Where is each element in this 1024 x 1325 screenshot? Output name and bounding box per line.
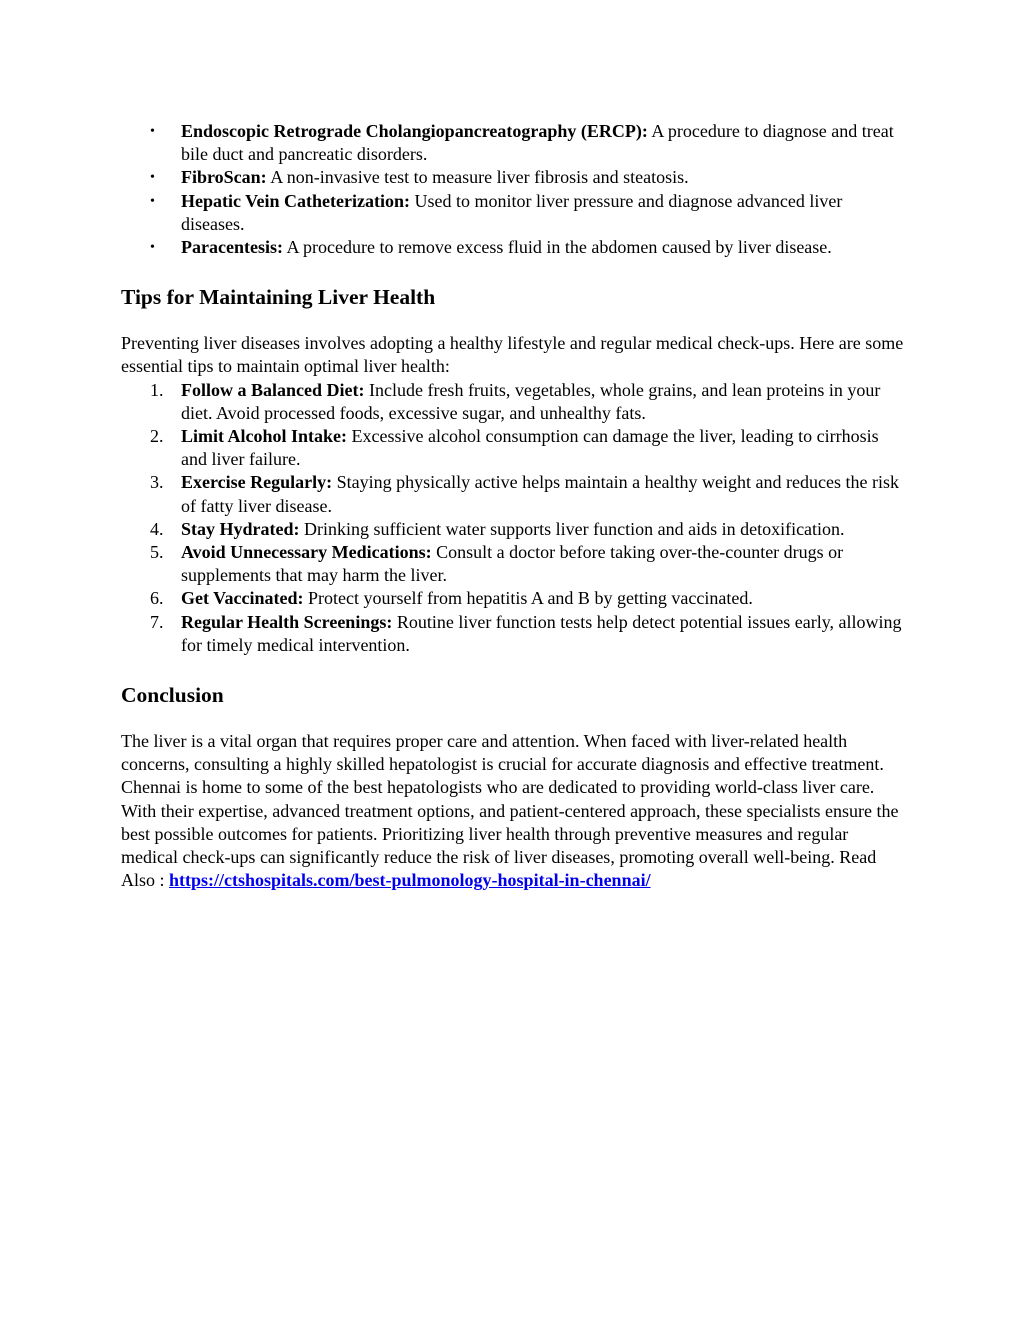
- list-number: 5.: [150, 542, 164, 563]
- list-item: [121, 425, 906, 471]
- list-item: [121, 190, 906, 236]
- procedure-term: Endoscopic Retrograde Cholangiopancreatography (ERCP):: [181, 121, 648, 141]
- tips-intro: Preventing liver diseases involves adopting a healthy lifestyle and regular medical check-ups. Here are some essential tips to maintain optimal liver health:: [121, 333, 904, 377]
- conclusion-paragraph: [121, 730, 906, 892]
- list-number: 7.: [150, 611, 164, 632]
- read-also-link[interactable]: https://ctshospitals.com/best-pulmonology-hospital-in-chennai/: [169, 870, 651, 891]
- tips-list: [121, 379, 906, 657]
- bullet-marker: •: [150, 124, 155, 139]
- list-item: [121, 471, 906, 517]
- procedure-desc: A procedure to diagnose and treat bile duct and pancreatic disorders.: [181, 121, 894, 165]
- list-number: 6.: [150, 588, 164, 609]
- tip-term: Get Vaccinated:: [181, 588, 304, 609]
- document-page: [121, 120, 906, 892]
- list-item: [121, 587, 906, 610]
- tip-desc: Consult a doctor before taking over-the-counter drugs or supplements that may harm the liver.: [181, 542, 844, 586]
- tip-desc: Protect yourself from hepatitis A and B by getting vaccinated.: [303, 588, 753, 609]
- tip-desc: Routine liver function tests help detect potential issues early, allowing for timely medical intervention.: [181, 611, 902, 655]
- tip-desc: Staying physically active helps maintain a healthy weight and reduces the risk of fatty liver disease.: [181, 472, 899, 516]
- procedure-desc: A non-invasive test to measure liver fibrosis and steatosis.: [266, 167, 689, 188]
- list-item: [121, 236, 906, 259]
- list-item: [121, 120, 906, 166]
- procedure-desc: Used to monitor liver pressure and diagnose advanced liver diseases.: [181, 190, 843, 234]
- procedure-term: FibroScan:: [181, 167, 267, 188]
- tip-term: Regular Health Screenings:: [181, 611, 393, 632]
- tip-term: Limit Alcohol Intake:: [181, 426, 348, 447]
- bullet-marker: •: [150, 170, 155, 186]
- list-number: 2.: [150, 426, 164, 447]
- procedure-term: Paracentesis:: [181, 237, 283, 258]
- list-number: 4.: [150, 518, 164, 539]
- tip-desc: Drinking sufficient water supports liver function and aids in detoxification.: [299, 518, 845, 539]
- list-item: [121, 379, 906, 425]
- procedure-desc: A procedure to remove excess fluid in the abdomen caused by liver disease.: [282, 237, 832, 258]
- tips-heading: Tips for Maintaining Liver Health: [121, 285, 436, 310]
- bullet-marker: •: [150, 240, 155, 256]
- list-number: 3.: [150, 472, 164, 493]
- list-item: [121, 611, 906, 657]
- tip-term: Follow a Balanced Diet:: [181, 379, 365, 400]
- conclusion-body: The liver is a vital organ that requires proper care and attention. When faced with liver-related health concerns, consulting a highly skilled hepatologist is crucial for accurate diagnosis and effective treatment. Chennai is home to some of the best hepatologists who are dedicated to providing world-class liver care. With their expertise, advanced treatment options, and patient-centered approach, these specialists ensure the best possible outcomes for patients. Prioritizing liver health through preventive measures and regular medical check-ups can significantly reduce the risk of liver diseases, promoting overall well-being. Read Also :: [121, 731, 899, 891]
- procedures-list: [121, 120, 906, 259]
- list-item: [121, 518, 906, 541]
- tip-term: Avoid Unnecessary Medications:: [181, 542, 432, 563]
- tip-desc: Excessive alcohol consumption can damage the liver, leading to cirrhosis and liver failure.: [181, 426, 879, 470]
- tip-term: Exercise Regularly:: [181, 472, 333, 493]
- conclusion-heading: Conclusion: [121, 683, 224, 708]
- bullet-marker: •: [150, 193, 155, 209]
- list-item: [121, 166, 906, 189]
- list-number: 1.: [150, 379, 164, 400]
- tip-desc: Include fresh fruits, vegetables, whole grains, and lean proteins in your diet. Avoid processed foods, excessive sugar, and unhealthy fats.: [181, 379, 881, 423]
- procedure-term: Hepatic Vein Catheterization:: [181, 190, 410, 211]
- tip-term: Stay Hydrated:: [181, 518, 300, 539]
- list-item: [121, 541, 906, 587]
